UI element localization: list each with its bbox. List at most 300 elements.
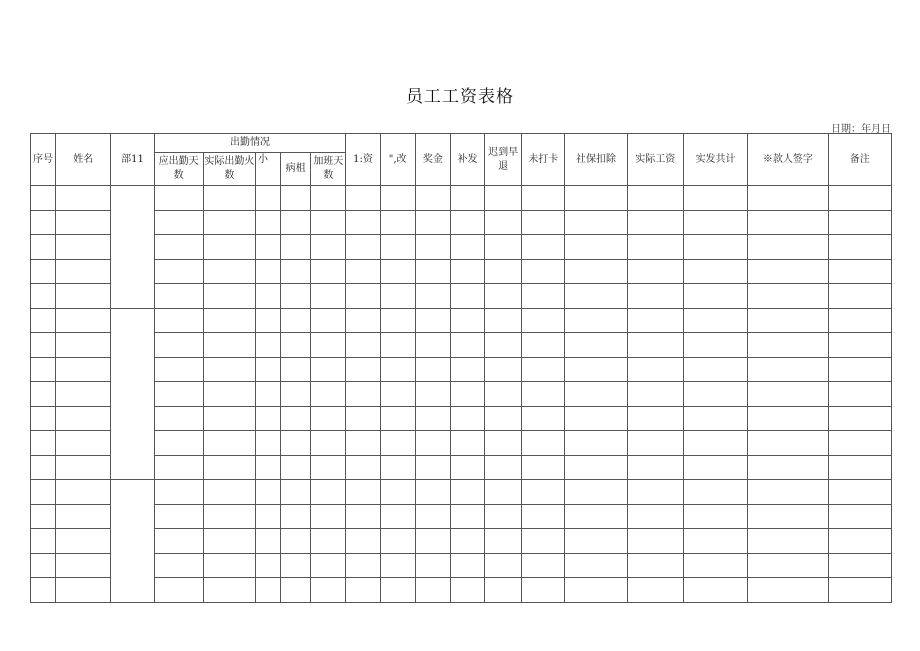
table-cell[interactable]: [683, 259, 747, 284]
table-cell[interactable]: [56, 235, 111, 260]
table-cell[interactable]: [828, 357, 891, 382]
table-cell[interactable]: [627, 431, 683, 456]
table-cell[interactable]: [565, 504, 627, 529]
table-cell[interactable]: [748, 406, 828, 431]
table-cell[interactable]: [565, 259, 627, 284]
table-cell[interactable]: [56, 578, 111, 603]
table-cell[interactable]: [828, 578, 891, 603]
table-cell[interactable]: [380, 431, 415, 456]
table-cell[interactable]: [31, 259, 56, 284]
table-cell[interactable]: [311, 259, 346, 284]
table-cell[interactable]: [380, 235, 415, 260]
table-cell[interactable]: [256, 455, 281, 480]
table-cell[interactable]: [415, 504, 450, 529]
table-cell[interactable]: [522, 210, 565, 235]
table-cell[interactable]: [415, 308, 450, 333]
table-cell[interactable]: [485, 382, 522, 407]
table-cell[interactable]: [485, 553, 522, 578]
table-cell[interactable]: [311, 529, 346, 554]
table-cell[interactable]: [154, 308, 203, 333]
table-cell[interactable]: [346, 553, 380, 578]
table-cell[interactable]: [154, 553, 203, 578]
table-cell[interactable]: [154, 210, 203, 235]
table-cell[interactable]: [828, 431, 891, 456]
table-cell[interactable]: [311, 455, 346, 480]
table-cell[interactable]: [203, 455, 255, 480]
table-cell[interactable]: [203, 308, 255, 333]
table-cell[interactable]: [627, 504, 683, 529]
table-cell[interactable]: [522, 284, 565, 309]
table-cell[interactable]: [522, 578, 565, 603]
table-cell[interactable]: [565, 357, 627, 382]
table-cell[interactable]: [154, 235, 203, 260]
table-cell[interactable]: [203, 529, 255, 554]
table-cell[interactable]: [154, 578, 203, 603]
table-cell[interactable]: [828, 259, 891, 284]
table-cell[interactable]: [415, 480, 450, 505]
table-cell[interactable]: [415, 529, 450, 554]
department-cell[interactable]: [111, 480, 154, 603]
table-cell[interactable]: [522, 406, 565, 431]
table-cell[interactable]: [485, 504, 522, 529]
table-cell[interactable]: [748, 504, 828, 529]
table-cell[interactable]: [311, 308, 346, 333]
table-cell[interactable]: [522, 480, 565, 505]
table-cell[interactable]: [256, 333, 281, 358]
table-cell[interactable]: [450, 210, 484, 235]
table-cell[interactable]: [415, 259, 450, 284]
table-cell[interactable]: [748, 529, 828, 554]
table-cell[interactable]: [415, 382, 450, 407]
table-cell[interactable]: [311, 235, 346, 260]
table-cell[interactable]: [346, 259, 380, 284]
table-cell[interactable]: [154, 504, 203, 529]
table-cell[interactable]: [565, 235, 627, 260]
table-cell[interactable]: [311, 504, 346, 529]
table-cell[interactable]: [203, 210, 255, 235]
table-cell[interactable]: [56, 284, 111, 309]
table-cell[interactable]: [31, 431, 56, 456]
table-cell[interactable]: [281, 357, 311, 382]
table-cell[interactable]: [485, 480, 522, 505]
table-cell[interactable]: [203, 357, 255, 382]
table-cell[interactable]: [485, 210, 522, 235]
table-cell[interactable]: [31, 553, 56, 578]
table-cell[interactable]: [828, 235, 891, 260]
table-cell[interactable]: [627, 357, 683, 382]
table-cell[interactable]: [627, 210, 683, 235]
table-cell[interactable]: [281, 455, 311, 480]
table-cell[interactable]: [56, 186, 111, 211]
table-cell[interactable]: [281, 259, 311, 284]
table-cell[interactable]: [627, 406, 683, 431]
table-cell[interactable]: [346, 382, 380, 407]
table-cell[interactable]: [311, 578, 346, 603]
table-cell[interactable]: [828, 504, 891, 529]
table-cell[interactable]: [380, 357, 415, 382]
table-cell[interactable]: [450, 186, 484, 211]
table-cell[interactable]: [748, 333, 828, 358]
table-cell[interactable]: [56, 529, 111, 554]
table-cell[interactable]: [346, 504, 380, 529]
table-cell[interactable]: [311, 357, 346, 382]
table-cell[interactable]: [415, 455, 450, 480]
table-cell[interactable]: [281, 186, 311, 211]
table-cell[interactable]: [828, 333, 891, 358]
table-cell[interactable]: [154, 382, 203, 407]
table-cell[interactable]: [346, 186, 380, 211]
table-cell[interactable]: [256, 431, 281, 456]
table-cell[interactable]: [346, 455, 380, 480]
table-cell[interactable]: [828, 284, 891, 309]
table-cell[interactable]: [154, 406, 203, 431]
table-cell[interactable]: [683, 382, 747, 407]
table-cell[interactable]: [380, 382, 415, 407]
table-cell[interactable]: [485, 284, 522, 309]
table-cell[interactable]: [485, 235, 522, 260]
table-cell[interactable]: [683, 504, 747, 529]
table-cell[interactable]: [565, 578, 627, 603]
table-cell[interactable]: [380, 406, 415, 431]
table-cell[interactable]: [31, 235, 56, 260]
table-cell[interactable]: [450, 284, 484, 309]
table-cell[interactable]: [31, 308, 56, 333]
table-cell[interactable]: [450, 578, 484, 603]
table-cell[interactable]: [565, 529, 627, 554]
table-cell[interactable]: [56, 357, 111, 382]
table-cell[interactable]: [683, 431, 747, 456]
table-cell[interactable]: [311, 210, 346, 235]
table-cell[interactable]: [346, 357, 380, 382]
table-cell[interactable]: [311, 284, 346, 309]
table-cell[interactable]: [281, 284, 311, 309]
table-cell[interactable]: [154, 186, 203, 211]
table-cell[interactable]: [380, 553, 415, 578]
table-cell[interactable]: [311, 480, 346, 505]
table-cell[interactable]: [450, 480, 484, 505]
table-cell[interactable]: [56, 455, 111, 480]
table-cell[interactable]: [346, 480, 380, 505]
table-cell[interactable]: [380, 259, 415, 284]
table-cell[interactable]: [346, 284, 380, 309]
table-cell[interactable]: [380, 186, 415, 211]
table-cell[interactable]: [346, 235, 380, 260]
table-cell[interactable]: [683, 357, 747, 382]
table-cell[interactable]: [311, 406, 346, 431]
table-cell[interactable]: [828, 553, 891, 578]
table-cell[interactable]: [450, 431, 484, 456]
table-cell[interactable]: [828, 210, 891, 235]
table-cell[interactable]: [565, 186, 627, 211]
table-cell[interactable]: [380, 210, 415, 235]
table-cell[interactable]: [281, 553, 311, 578]
table-cell[interactable]: [256, 357, 281, 382]
table-cell[interactable]: [380, 504, 415, 529]
table-cell[interactable]: [565, 333, 627, 358]
table-cell[interactable]: [522, 235, 565, 260]
table-cell[interactable]: [31, 357, 56, 382]
table-cell[interactable]: [31, 455, 56, 480]
table-cell[interactable]: [31, 578, 56, 603]
table-cell[interactable]: [565, 308, 627, 333]
table-cell[interactable]: [203, 259, 255, 284]
table-cell[interactable]: [450, 455, 484, 480]
table-cell[interactable]: [256, 186, 281, 211]
table-cell[interactable]: [154, 259, 203, 284]
table-cell[interactable]: [203, 431, 255, 456]
table-cell[interactable]: [281, 235, 311, 260]
table-cell[interactable]: [256, 578, 281, 603]
table-cell[interactable]: [627, 284, 683, 309]
table-cell[interactable]: [203, 382, 255, 407]
table-cell[interactable]: [311, 431, 346, 456]
table-cell[interactable]: [485, 259, 522, 284]
table-cell[interactable]: [627, 578, 683, 603]
table-cell[interactable]: [485, 333, 522, 358]
table-cell[interactable]: [683, 284, 747, 309]
table-cell[interactable]: [627, 455, 683, 480]
table-cell[interactable]: [311, 553, 346, 578]
table-cell[interactable]: [485, 455, 522, 480]
table-cell[interactable]: [828, 308, 891, 333]
table-cell[interactable]: [415, 235, 450, 260]
table-cell[interactable]: [31, 186, 56, 211]
table-cell[interactable]: [203, 235, 255, 260]
table-cell[interactable]: [565, 284, 627, 309]
table-cell[interactable]: [56, 308, 111, 333]
table-cell[interactable]: [683, 578, 747, 603]
table-cell[interactable]: [450, 357, 484, 382]
table-cell[interactable]: [256, 553, 281, 578]
table-cell[interactable]: [415, 357, 450, 382]
table-cell[interactable]: [683, 455, 747, 480]
table-cell[interactable]: [565, 480, 627, 505]
table-cell[interactable]: [311, 382, 346, 407]
table-cell[interactable]: [31, 529, 56, 554]
table-cell[interactable]: [311, 186, 346, 211]
table-cell[interactable]: [56, 382, 111, 407]
table-cell[interactable]: [256, 259, 281, 284]
table-cell[interactable]: [154, 284, 203, 309]
table-cell[interactable]: [380, 578, 415, 603]
table-cell[interactable]: [256, 529, 281, 554]
table-cell[interactable]: [683, 553, 747, 578]
table-cell[interactable]: [485, 406, 522, 431]
table-cell[interactable]: [281, 406, 311, 431]
table-cell[interactable]: [450, 529, 484, 554]
table-cell[interactable]: [748, 235, 828, 260]
table-cell[interactable]: [203, 186, 255, 211]
table-cell[interactable]: [380, 455, 415, 480]
table-cell[interactable]: [683, 308, 747, 333]
table-cell[interactable]: [748, 382, 828, 407]
table-cell[interactable]: [627, 382, 683, 407]
table-cell[interactable]: [256, 480, 281, 505]
table-cell[interactable]: [203, 578, 255, 603]
table-cell[interactable]: [56, 480, 111, 505]
table-cell[interactable]: [683, 210, 747, 235]
table-cell[interactable]: [828, 186, 891, 211]
table-cell[interactable]: [627, 529, 683, 554]
table-cell[interactable]: [565, 406, 627, 431]
table-cell[interactable]: [154, 455, 203, 480]
table-cell[interactable]: [565, 431, 627, 456]
table-cell[interactable]: [627, 308, 683, 333]
table-cell[interactable]: [56, 553, 111, 578]
table-cell[interactable]: [683, 333, 747, 358]
table-cell[interactable]: [450, 504, 484, 529]
table-cell[interactable]: [281, 382, 311, 407]
table-cell[interactable]: [748, 259, 828, 284]
table-cell[interactable]: [31, 406, 56, 431]
table-cell[interactable]: [256, 284, 281, 309]
table-cell[interactable]: [450, 235, 484, 260]
table-cell[interactable]: [281, 480, 311, 505]
table-cell[interactable]: [683, 406, 747, 431]
table-cell[interactable]: [683, 235, 747, 260]
table-cell[interactable]: [748, 578, 828, 603]
table-cell[interactable]: [627, 480, 683, 505]
table-cell[interactable]: [31, 480, 56, 505]
table-cell[interactable]: [565, 210, 627, 235]
table-cell[interactable]: [281, 431, 311, 456]
table-cell[interactable]: [281, 504, 311, 529]
table-cell[interactable]: [56, 333, 111, 358]
table-cell[interactable]: [522, 553, 565, 578]
table-cell[interactable]: [485, 578, 522, 603]
table-cell[interactable]: [415, 186, 450, 211]
table-cell[interactable]: [748, 308, 828, 333]
table-cell[interactable]: [522, 357, 565, 382]
table-cell[interactable]: [346, 529, 380, 554]
table-cell[interactable]: [31, 210, 56, 235]
table-cell[interactable]: [311, 333, 346, 358]
table-cell[interactable]: [256, 235, 281, 260]
table-cell[interactable]: [450, 259, 484, 284]
table-cell[interactable]: [522, 186, 565, 211]
table-cell[interactable]: [565, 382, 627, 407]
table-cell[interactable]: [380, 529, 415, 554]
table-cell[interactable]: [281, 578, 311, 603]
table-cell[interactable]: [485, 186, 522, 211]
table-cell[interactable]: [346, 210, 380, 235]
table-cell[interactable]: [828, 455, 891, 480]
table-cell[interactable]: [31, 284, 56, 309]
table-cell[interactable]: [346, 578, 380, 603]
table-cell[interactable]: [522, 455, 565, 480]
table-cell[interactable]: [485, 308, 522, 333]
table-cell[interactable]: [627, 259, 683, 284]
table-cell[interactable]: [203, 504, 255, 529]
table-cell[interactable]: [565, 455, 627, 480]
table-cell[interactable]: [346, 333, 380, 358]
table-cell[interactable]: [203, 284, 255, 309]
table-cell[interactable]: [56, 504, 111, 529]
table-cell[interactable]: [828, 406, 891, 431]
table-cell[interactable]: [154, 529, 203, 554]
table-cell[interactable]: [154, 357, 203, 382]
table-cell[interactable]: [522, 259, 565, 284]
table-cell[interactable]: [627, 553, 683, 578]
table-cell[interactable]: [256, 210, 281, 235]
table-cell[interactable]: [485, 357, 522, 382]
table-cell[interactable]: [56, 210, 111, 235]
table-cell[interactable]: [522, 529, 565, 554]
table-cell[interactable]: [748, 357, 828, 382]
table-cell[interactable]: [627, 333, 683, 358]
table-cell[interactable]: [154, 480, 203, 505]
table-cell[interactable]: [415, 333, 450, 358]
table-cell[interactable]: [828, 529, 891, 554]
table-cell[interactable]: [281, 333, 311, 358]
table-cell[interactable]: [748, 284, 828, 309]
table-cell[interactable]: [256, 406, 281, 431]
table-cell[interactable]: [748, 431, 828, 456]
table-cell[interactable]: [485, 431, 522, 456]
table-cell[interactable]: [256, 308, 281, 333]
table-cell[interactable]: [828, 382, 891, 407]
table-cell[interactable]: [380, 333, 415, 358]
table-cell[interactable]: [415, 431, 450, 456]
table-cell[interactable]: [828, 480, 891, 505]
department-cell[interactable]: [111, 308, 154, 480]
table-cell[interactable]: [281, 529, 311, 554]
table-cell[interactable]: [683, 186, 747, 211]
table-cell[interactable]: [522, 431, 565, 456]
table-cell[interactable]: [748, 480, 828, 505]
table-cell[interactable]: [380, 284, 415, 309]
table-cell[interactable]: [31, 504, 56, 529]
table-cell[interactable]: [56, 431, 111, 456]
table-cell[interactable]: [380, 308, 415, 333]
table-cell[interactable]: [522, 504, 565, 529]
table-cell[interactable]: [683, 529, 747, 554]
table-cell[interactable]: [56, 406, 111, 431]
table-cell[interactable]: [485, 529, 522, 554]
table-cell[interactable]: [346, 406, 380, 431]
table-cell[interactable]: [748, 455, 828, 480]
table-cell[interactable]: [154, 333, 203, 358]
table-cell[interactable]: [154, 431, 203, 456]
table-cell[interactable]: [748, 210, 828, 235]
table-cell[interactable]: [627, 186, 683, 211]
table-cell[interactable]: [346, 431, 380, 456]
table-cell[interactable]: [203, 553, 255, 578]
table-cell[interactable]: [522, 308, 565, 333]
table-cell[interactable]: [450, 406, 484, 431]
table-cell[interactable]: [627, 235, 683, 260]
table-cell[interactable]: [380, 480, 415, 505]
table-cell[interactable]: [346, 308, 380, 333]
table-cell[interactable]: [281, 308, 311, 333]
table-cell[interactable]: [565, 553, 627, 578]
table-cell[interactable]: [450, 308, 484, 333]
table-cell[interactable]: [203, 406, 255, 431]
table-cell[interactable]: [450, 553, 484, 578]
table-cell[interactable]: [56, 259, 111, 284]
table-cell[interactable]: [748, 186, 828, 211]
department-cell[interactable]: [111, 186, 154, 309]
table-cell[interactable]: [203, 333, 255, 358]
table-cell[interactable]: [281, 210, 311, 235]
table-cell[interactable]: [256, 382, 281, 407]
table-cell[interactable]: [203, 480, 255, 505]
table-cell[interactable]: [415, 210, 450, 235]
table-cell[interactable]: [522, 333, 565, 358]
table-cell[interactable]: [415, 284, 450, 309]
table-cell[interactable]: [450, 382, 484, 407]
table-cell[interactable]: [256, 504, 281, 529]
